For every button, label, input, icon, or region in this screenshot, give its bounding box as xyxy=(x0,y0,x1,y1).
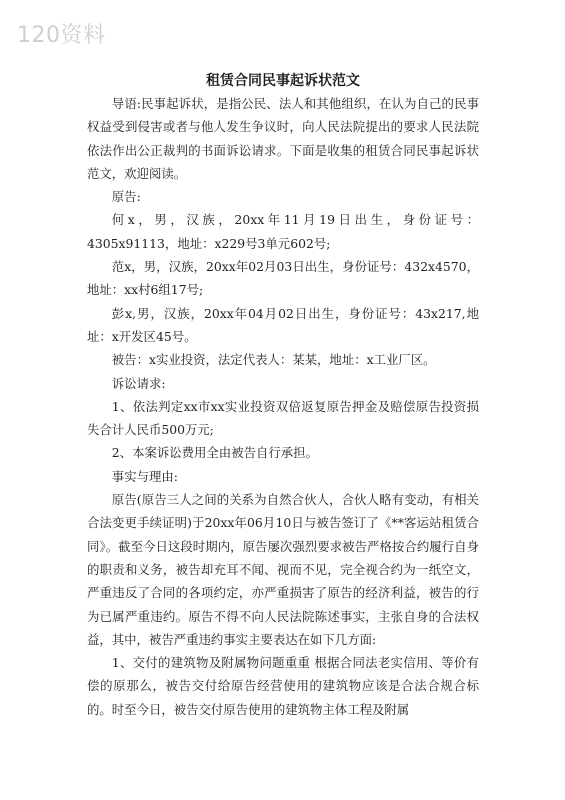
paragraph-claim-1: 1、依法判定xx市xx实业投资双倍返复原告押金及赔偿原告投资损失合计人民币500万元; xyxy=(87,398,479,438)
paragraph-claims-heading: 诉讼请求: xyxy=(111,375,166,391)
paragraph-facts-heading: 事实与理由: xyxy=(111,468,178,484)
paragraph-issue-1: 1、交付的建筑物及附属物问题重重 根据合同法老实信用、等价有偿的原那么，被告交付给原告经营使用的建筑物应该是合法合规合标的。时至今日，被告交付原告使用的建筑物主体工程及附属 xyxy=(87,655,479,717)
watermark-logo: 120资料 xyxy=(17,23,106,48)
paragraph-plaintiff-2: 范x，男，汉族，20xx年02月03日出生，身份证号：432x4570，地址：xx村6组17号; xyxy=(87,259,479,298)
paragraph-plaintiff-1: 何x，男，汉族，20xx年11月19日出生，身份证号：4305x91113，地址：x229号3单元602号; xyxy=(87,212,479,251)
document-body xyxy=(87,92,479,721)
paragraph-intro: 导语:民事起诉状，是指公民、法人和其他组织，在认为自己的民事权益受到侵害或者与他人发生争议时，向人民法院提出的要求人民法院依法作出公正裁判的书面诉讼请求。下面是收集的租赁合同民事起诉状范文，欢迎阅读。 xyxy=(87,96,479,181)
paragraph-defendant: 被告：x实业投资，法定代表人：某某，地址：x工业厂区。 xyxy=(111,352,436,368)
paragraph-facts: 原告(原告三人之间的关系为自然合伙人，合伙人略有变动，有相关合法变更手续证明)于20xx年06月10日与被告签订了《**客运站租赁合同》。截至今日这段时期内，原告屡次强烈要求被告严格按合约履行自身的职责和义务，被告却充耳不闻、视而不见，完全视合约为一纸空文，严重违反了合同的各项约定，亦严重损害了原告的经济利益，被告的行为已属严重违约。原告不得不向人民法院陈述事实，主张自身的合法权益，其中，被告严重违约事实主要表达在如下几方面: xyxy=(87,492,479,647)
paragraph-claim-2: 2、本案诉讼费用全由被告自行承担。 xyxy=(111,445,318,461)
document-title: 租赁合同民事起诉状范文 xyxy=(206,73,360,89)
paragraph-plaintiff-heading: 原告: xyxy=(111,189,141,205)
paragraph-plaintiff-3: 彭x,男，汉族，20xx年04月02日出生，身份证号：43x217,地址：x开发区45号。 xyxy=(87,305,479,344)
